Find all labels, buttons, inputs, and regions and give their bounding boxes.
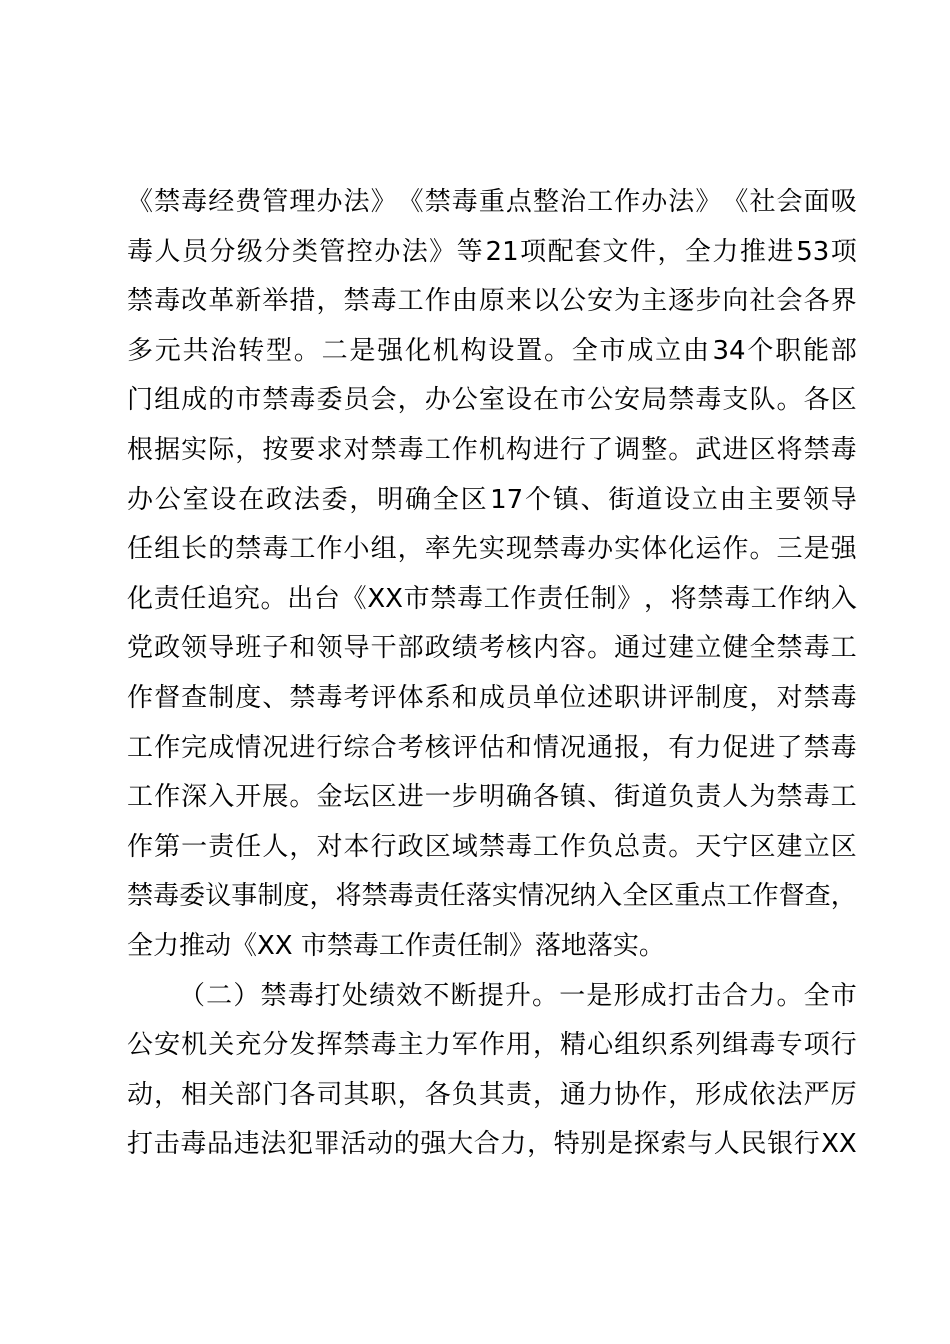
text-line: 工 作 深 入 开 展 。 金 坛 区 进 一 步 明 确 各 镇 、 街 道 负 责 人 为 禁 毒 工 [127, 782, 857, 813]
text-line: 作 第 一 责 任 人 ， 对 本 行 政 区 域 禁 毒 工 作 负 总 责 。 天 宁 区 建 立 区 [127, 831, 857, 862]
text-line: 毒 人 员 分 级 分 类 管 控 办 法 》 等 21 项 配 套 文 件 ， 全 力 推 进 53 项 [127, 236, 857, 267]
text-line: 《 禁 毒 经 费 管 理 办 法 》 《 禁 毒 重 点 整 治 工 作 办 法 》 《 社 会 面 吸 [127, 187, 857, 217]
text-line: 公 安 机 关 充 分 发 挥 禁 毒 主 力 军 作 用 ， 精 心 组 织 系 列 缉 毒 专 项 行 [127, 1030, 857, 1061]
text-line: 全力推动《XX 市禁毒工作责任制》落地落实。 [127, 930, 665, 961]
text-line: 任 组 长 的 禁 毒 工 作 小 组 ， 率 先 实 现 禁 毒 办 实 体 化 运 作 。 三 是 强 [127, 534, 857, 565]
text-line: 打 击 毒 品 违 法 犯 罪 活 动 的 强 大 合 力 ， 特 别 是 探 索 与 人 民 银 行 XX [127, 1129, 857, 1160]
text-line: 门 组 成 的 市 禁 毒 委 员 会 ， 办 公 室 设 在 市 公 安 局 禁 毒 支 队 。 各 区 [127, 385, 857, 416]
text-line: 工 作 完 成 情 况 进 行 综 合 考 核 评 估 和 情 况 通 报 ， 有 力 促 进 了 禁 毒 [127, 732, 857, 763]
body-text [127, 178, 857, 1170]
text-line: 多 元 共 治 转 型 。 二 是 强 化 机 构 设 置 。 全 市 成 立 由 34 个 职 能 部 [127, 335, 857, 366]
text-line: 作 督 查 制 度 、 禁 毒 考 评 体 系 和 成 员 单 位 述 职 讲 评 制 度 ， 对 禁 毒 [127, 682, 857, 713]
text-line: 根 据 实 际 ， 按 要 求 对 禁 毒 工 作 机 构 进 行 了 调 整 。 武 进 区 将 禁 毒 [127, 434, 857, 465]
text-line: 禁 毒 委 议 事 制 度 ， 将 禁 毒 责 任 落 实 情 况 纳 入 全 区 重 点 工 作 督 查 ， [127, 881, 857, 912]
text-line: 动 ， 相 关 部 门 各 司 其 职 ， 各 负 其 责 ， 通 力 协 作 ， 形 成 依 法 严 厉 [127, 1079, 857, 1110]
text-line: 党 政 领 导 班 子 和 领 导 干 部 政 绩 考 核 内 容 。 通 过 建 立 健 全 禁 毒 工 [127, 633, 857, 664]
text-line: 禁 毒 改 革 新 举 措 ， 禁 毒 工 作 由 原 来 以 公 安 为 主 逐 步 向 社 会 各 界 [127, 286, 857, 317]
text-line: 化 责 任 追 究 。 出 台 《 XX 市 禁 毒 工 作 责 任 制 》 ， 将 禁 毒 工 作 纳 入 [127, 583, 857, 614]
text-line: 办 公 室 设 在 政 法 委 ， 明 确 全 区 17 个 镇 、 街 道 设 立 由 主 要 领 导 [127, 484, 857, 515]
text-line: （ 二 ） 禁 毒 打 处 绩 效 不 断 提 升 。 一 是 形 成 打 击 合 力 。 全 市 [179, 980, 857, 1011]
